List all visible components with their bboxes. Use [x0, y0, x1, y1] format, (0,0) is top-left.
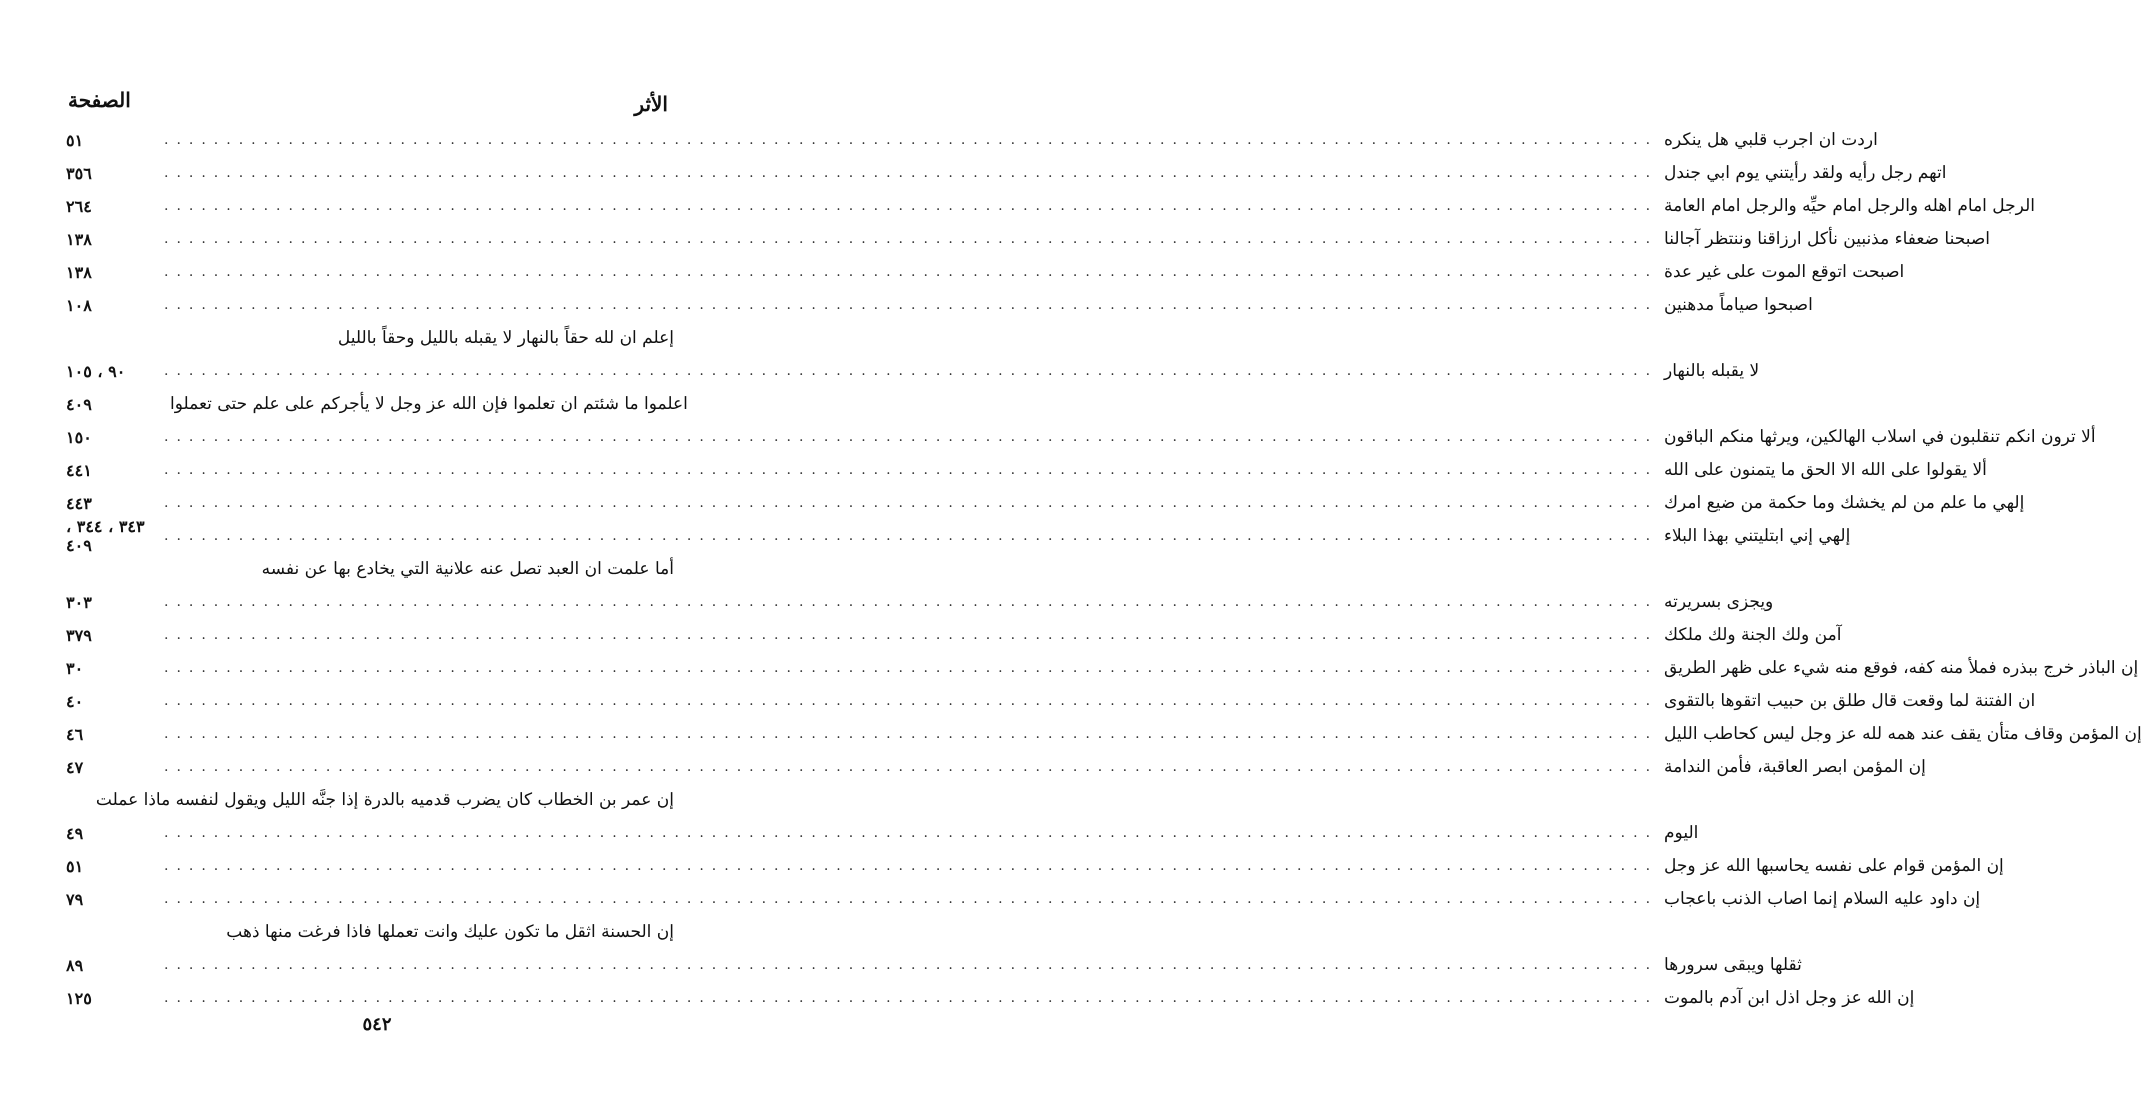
entry-page-ref: ٥١	[66, 130, 84, 150]
entry-page-ref: ٣٤٣ ، ٣٤٤ ، ٤٠٩	[66, 517, 145, 555]
entry-page-ref: ٩٠ ، ١٠٥	[66, 361, 126, 381]
index-entry	[66, 982, 1915, 1014]
entry-page-ref: ٧٩	[66, 889, 84, 909]
dot-leader: ........................................................................................................................	[164, 165, 1659, 181]
index-entry	[66, 157, 1947, 189]
index-entry	[66, 124, 1878, 156]
index-entry	[66, 322, 674, 354]
index-entry	[66, 388, 688, 420]
entry-text: أما علمت ان العبد تصل عنه علانية التي يخادع بها عن نفسه	[261, 559, 674, 579]
dot-leader: ........................................................................................................................	[164, 198, 1659, 214]
entry-text: إن الحسنة اثقل ما تكون عليك وانت تعملها فاذا فرغت منها ذهب	[226, 922, 674, 942]
entry-text: اصبحت اتوقع الموت على غير عدة	[1664, 262, 1905, 282]
dot-leader: ........................................................................................................................	[164, 693, 1659, 709]
entry-text: لا يقبله بالنهار	[1664, 361, 1760, 381]
page-number: ٥٤٢	[362, 1014, 392, 1035]
index-entry	[66, 454, 1987, 486]
dot-leader: ........................................................................................................................	[164, 132, 1659, 148]
entry-page-ref: ١٢٥	[66, 988, 92, 1008]
dot-leader: ........................................................................................................................	[164, 627, 1659, 643]
index-entry	[66, 949, 1802, 981]
dot-leader: ........................................................................................................................	[164, 660, 1659, 676]
dot-leader: ........................................................................................................................	[164, 462, 1659, 478]
index-entry	[66, 586, 1774, 618]
entry-page-ref: ٤٦	[66, 724, 84, 744]
entry-text: آمن ولك الجنة ولك ملكك	[1664, 625, 1842, 645]
dot-leader: ........................................................................................................................	[164, 891, 1659, 907]
dot-leader: ........................................................................................................................	[164, 528, 1659, 544]
index-entry	[66, 487, 2025, 519]
entry-text: اصبحوا صياماً مدهنين	[1664, 295, 1813, 315]
entry-text: إن داود عليه السلام إنما اصاب الذنب باعجاب	[1664, 889, 1981, 909]
entry-text: اليوم	[1664, 823, 1699, 843]
entry-page-ref: ١٣٨	[66, 262, 92, 282]
entry-page-ref: ١٣٨	[66, 229, 92, 249]
entry-text: إلهي إني ابتليتني بهذا البلاء	[1664, 526, 1851, 546]
index-entry	[66, 289, 1813, 321]
page-column-heading: الصفحة	[68, 88, 131, 112]
dot-leader: ........................................................................................................................	[164, 726, 1659, 742]
index-entry	[66, 652, 2139, 684]
index-entry	[66, 751, 1926, 783]
entry-page-ref: ٤٧	[66, 757, 84, 777]
entry-text: اصبحنا ضعفاء مذنبين نأكل ارزاقنا وننتظر آجالنا	[1664, 229, 1991, 249]
dot-leader: ........................................................................................................................	[164, 990, 1659, 1006]
entry-text: الرجل امام اهله والرجل امام حيِّه والرجل امام العامة	[1664, 196, 2035, 216]
dot-leader: ........................................................................................................................	[164, 495, 1659, 511]
dot-leader: ........................................................................................................................	[164, 264, 1659, 280]
entry-text: اعلموا ما شئتم ان تعلموا فإن الله عز وجل لا يأجركم على علم حتى تعملوا	[170, 394, 688, 414]
entry-text: اردت ان اجرب قلبي هل ينكره	[1664, 130, 1878, 150]
dot-leader: ........................................................................................................................	[164, 594, 1659, 610]
entry-page-ref: ٣٥٦	[66, 163, 92, 183]
entry-text: إلهي ما علم من لم يخشك وما حكمة من ضيع امرك	[1664, 493, 2025, 513]
entry-text: إن المؤمن وقاف متأن يقف عند همه لله عز وجل ليس كحاطب الليل	[1664, 724, 2142, 744]
dot-leader: ........................................................................................................................	[164, 363, 1659, 379]
entry-page-ref: ١٠٨	[66, 295, 92, 315]
index-entry	[66, 256, 1905, 288]
entry-page-ref: ٢٦٤	[66, 196, 92, 216]
index-entry	[66, 190, 2035, 222]
entry-page-ref: ٣٧٩	[66, 625, 92, 645]
entry-page-ref: ٤٤٣	[66, 493, 92, 513]
entry-text: ان الفتنة لما وقعت قال طلق بن حبيب اتقوها بالتقوى	[1664, 691, 2036, 711]
index-entry	[66, 355, 1760, 387]
entry-text: ثقلها ويبقى سرورها	[1664, 955, 1802, 975]
index-entry	[66, 619, 1842, 651]
entry-page-ref: ٤٠٩	[66, 394, 92, 414]
entry-text: إن المؤمن قوام على نفسه يحاسبها الله عز وجل	[1664, 856, 2004, 876]
entry-page-ref: ٥١	[66, 856, 84, 876]
index-entry	[66, 223, 1991, 255]
entry-text: ألا يقولوا على الله الا الحق ما يتمنون على الله	[1664, 460, 1987, 480]
index-entry	[66, 517, 1851, 555]
dot-leader: ........................................................................................................................	[164, 957, 1659, 973]
dot-leader: ........................................................................................................................	[164, 825, 1659, 841]
dot-leader: ........................................................................................................................	[164, 759, 1659, 775]
dot-leader: ........................................................................................................................	[164, 297, 1659, 313]
entry-text: إن الله عز وجل اذل ابن آدم بالموت	[1664, 988, 1915, 1008]
index-entry	[66, 718, 2142, 750]
entry-page-ref: ٣٠	[66, 658, 84, 678]
entry-page-ref: ٤٠	[66, 691, 84, 711]
entry-text: إعلم ان لله حقاً بالنهار لا يقبله بالليل وحقاً بالليل	[337, 328, 674, 348]
entry-text: إن عمر بن الخطاب كان يضرب قدميه بالدرة إذا جنَّه الليل ويقول لنفسه ماذا عملت	[95, 790, 674, 810]
entry-text: اتهم رجل رأيه ولقد رأيتني يوم ابي جندل	[1664, 163, 1947, 183]
index-entry	[66, 850, 2004, 882]
dot-leader: ........................................................................................................................	[164, 429, 1659, 445]
entry-page-ref: ٣٠٣	[66, 592, 92, 612]
index-entry	[66, 916, 674, 948]
index-entry	[66, 883, 1981, 915]
dot-leader: ........................................................................................................................	[164, 231, 1659, 247]
index-entry	[66, 553, 674, 585]
entry-page-ref: ١٥٠	[66, 427, 92, 447]
index-entry	[66, 817, 1699, 849]
index-entry	[66, 685, 2036, 717]
dot-leader: ........................................................................................................................	[164, 858, 1659, 874]
entry-page-ref: ٤٤١	[66, 460, 92, 480]
entry-text: إن الباذر خرج ببذره فملأ منه كفه، فوقع منه شيء على ظهر الطريق	[1664, 658, 2139, 678]
index-entry	[66, 421, 2096, 453]
entry-text: ويجزى بسريرته	[1664, 592, 1774, 612]
athar-column-heading: الأثر	[634, 92, 668, 116]
entry-text: ألا ترون انكم تنقلبون في اسلاب الهالكين، ويرثها منكم الباقون	[1664, 427, 2096, 447]
entry-page-ref: ٤٩	[66, 823, 84, 843]
index-entry	[66, 784, 674, 816]
entry-text: إن المؤمن ابصر العاقبة، فأمن الندامة	[1664, 757, 1926, 777]
entry-page-ref: ٨٩	[66, 955, 84, 975]
